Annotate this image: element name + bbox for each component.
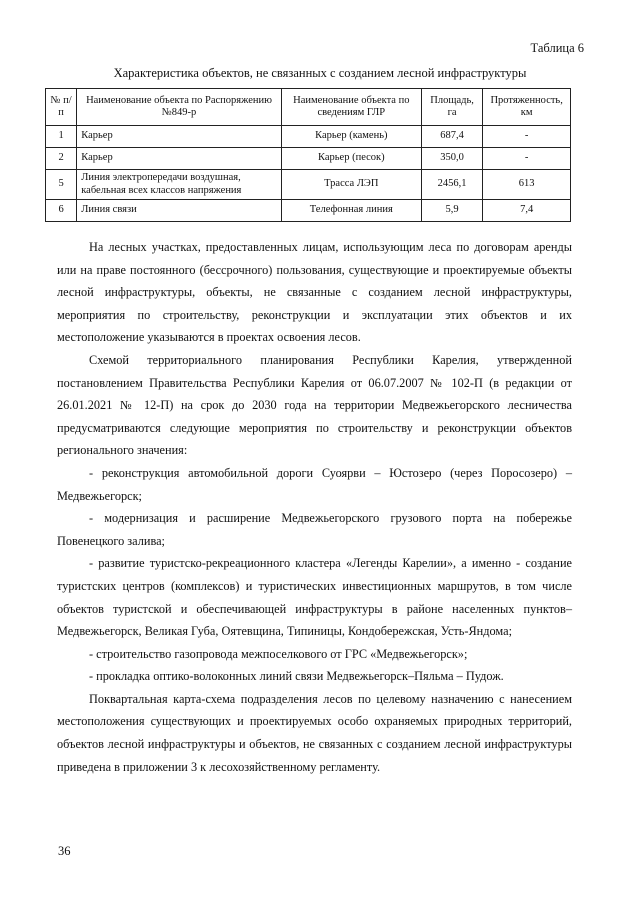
cell-length: 7,4 bbox=[483, 200, 571, 222]
table-row bbox=[46, 200, 571, 222]
cell-object-name: Линия электропередачи воздушная, кабельная всех классов напряжения bbox=[77, 170, 282, 200]
header-length: Протяженность, км bbox=[483, 89, 571, 126]
paragraph-map-scheme: Поквартальная карта-схема подразделения лесов по целевому назначению с нанесением местоположения существующих и проектируемых особо охраняемых природных территорий, объектов лесной инфраструктуры и объектов, не связанных с созданием лесной инфраструктуры приведена в приложении 3 к лесохозяйственному регламенту. bbox=[57, 691, 572, 774]
header-object-name-glr: Наименование объекта по сведениям ГЛР bbox=[281, 89, 421, 126]
cell-object-name: Карьер bbox=[77, 126, 282, 148]
header-object-name-order: Наименование объекта по Распоряжению №849-р bbox=[77, 89, 282, 126]
cell-length: - bbox=[483, 126, 571, 148]
header-area: Площадь, га bbox=[421, 89, 482, 126]
header-number: № п/п bbox=[46, 89, 77, 126]
objects-table bbox=[45, 88, 571, 222]
cell-glr-name: Карьер (камень) bbox=[281, 126, 421, 148]
cell-number: 5 bbox=[46, 170, 77, 200]
paragraph-territorial-scheme: Схемой территориального планирования Республики Карелия, утвержденной постановлением Правительства Республики Карелия от 06.07.2007 № 102-П (в редакции от 26.01.2021 № 12-П) на срок до 2030 года на территории Медвежьегорского лесничества предусматриваются следующие мероприятия по строительству и реконструкции объектов регионального значения: bbox=[57, 352, 572, 458]
list-item-port-modernization: - модернизация и расширение Медвежьегорского грузового порта на побережье Повенецкого залива; bbox=[57, 511, 572, 548]
table-caption: Характеристика объектов, не связанных с созданием лесной инфраструктуры bbox=[113, 66, 527, 80]
cell-area: 2456,1 bbox=[421, 170, 482, 200]
cell-area: 350,0 bbox=[421, 148, 482, 170]
cell-glr-name: Карьер (песок) bbox=[281, 148, 421, 170]
page-number: 36 bbox=[58, 844, 71, 858]
body-text bbox=[57, 236, 572, 778]
list-item-fiber-lines: - прокладка оптико-волоконных линий связи Медвежьегорск–Пяльма – Пудож. bbox=[89, 669, 504, 684]
list-item-tourism-cluster: - развитие туристско-рекреационного кластера «Легенды Карелии», а именно - создание туристских центров (комплексов) и туристических инвестиционных маршрутов, в том числе объектов туристской и обеспечивающей инфраструктуры в районе населенных пунктов–Медвежьегорск, Великая Губа, Оятевщина, Типиницы, Кондобережская, Усть-Яндома; bbox=[57, 556, 572, 639]
cell-number: 6 bbox=[46, 200, 77, 222]
cell-number: 1 bbox=[46, 126, 77, 148]
cell-object-name: Линия связи bbox=[77, 200, 282, 222]
list-item-gas-pipeline: - строительство газопровода межпоселкового от ГРС «Медвежьегорск»; bbox=[89, 646, 468, 661]
cell-number: 2 bbox=[46, 148, 77, 170]
table-row bbox=[46, 148, 571, 170]
table-header-row bbox=[46, 89, 571, 126]
cell-glr-name: Трасса ЛЭП bbox=[281, 170, 421, 200]
cell-length: 613 bbox=[483, 170, 571, 200]
cell-object-name: Карьер bbox=[77, 148, 282, 170]
table-label: Таблица 6 bbox=[530, 41, 584, 55]
paragraph-lease-areas: На лесных участках, предоставленных лицам, использующим леса по договорам аренды или на праве постоянного (бессрочного) пользования, существующие и проектируемые объекты лесной инфраструктуры, объекты, не связанные с созданием лесной инфраструктуры, мероприятия по строительству, реконструкции и эксплуатации этих объектов и их местоположение указываются в проектах освоения лесов. bbox=[57, 240, 572, 345]
cell-area: 5,9 bbox=[421, 200, 482, 222]
cell-area: 687,4 bbox=[421, 126, 482, 148]
table-row bbox=[46, 126, 571, 148]
table-row bbox=[46, 170, 571, 200]
list-item-road-reconstruction: - реконструкция автомобильной дороги Суоярви – Юстозеро (через Поросозеро) – Медвежьегорск; bbox=[57, 465, 572, 503]
cell-length: - bbox=[483, 148, 571, 170]
cell-glr-name: Телефонная линия bbox=[281, 200, 421, 222]
